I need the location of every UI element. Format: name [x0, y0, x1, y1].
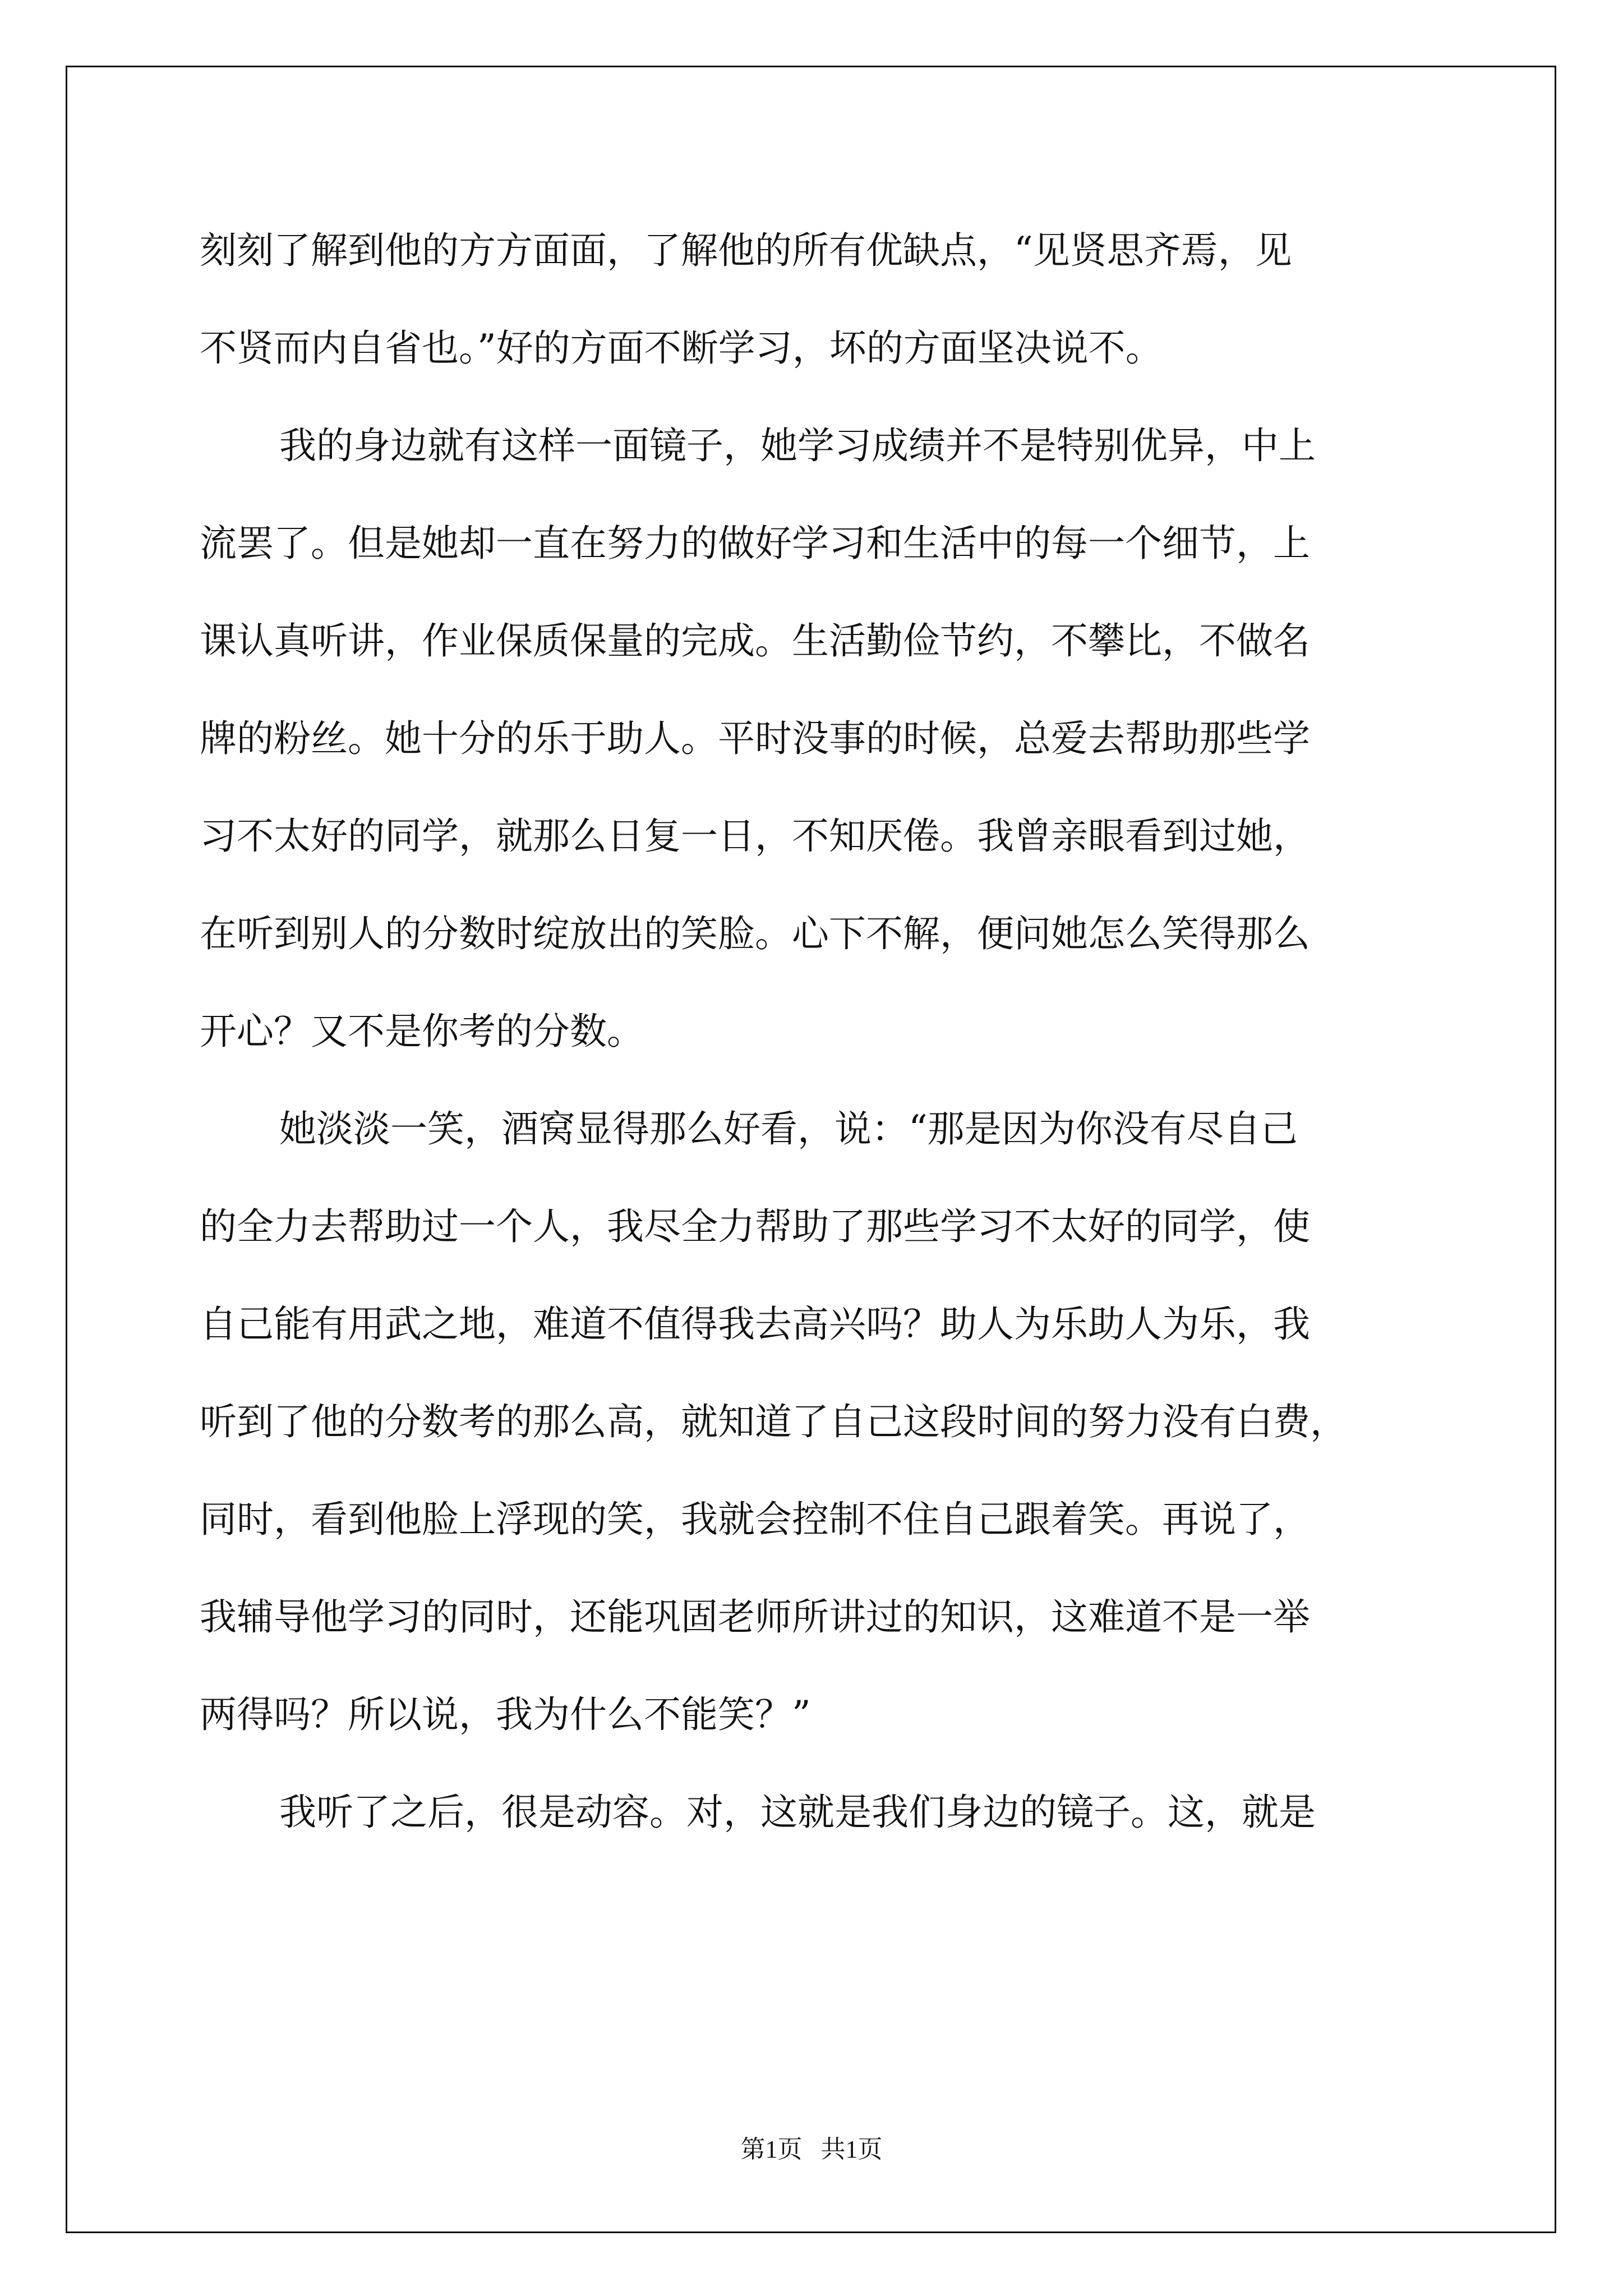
text-line: 的全力去帮助过一个人，我尽全力帮助了那些学习不太好的同学，使 — [200, 1205, 1310, 1248]
text-line: 刻刻了解到他的方方面面，了解他的所有优缺点，“见贤思齐焉，见 — [200, 229, 1292, 272]
text-line: 课认真听讲，作业保质保量的完成。生活勤俭节约，不攀比，不做名 — [200, 619, 1310, 662]
document-body — [200, 202, 1433, 1861]
text-line: 两得吗？所以说，我为什么不能笑？” — [200, 1693, 811, 1736]
paragraph-start-line: 我的身边就有这样一面镜子，她学习成绩并不是特别优异，中上 — [279, 424, 1316, 467]
text-line: 不贤而内自省也。”好的方面不断学习，坏的方面坚决说不。 — [200, 326, 1163, 370]
text-line: 流罢了。但是她却一直在努力的做好学习和生活中的每一个细节，上 — [200, 522, 1310, 565]
page-number-footer: 第1页 共1页 — [740, 2136, 883, 2163]
text-line: 我辅导他学习的同时，还能巩固老师所讲过的知识，这难道不是一举 — [200, 1595, 1310, 1639]
text-line: 在听到别人的分数时绽放出的笑脸。心下不解，便问她怎么笑得那么 — [200, 912, 1310, 955]
text-line: 开心？又不是你考的分数。 — [200, 1010, 644, 1053]
text-line: 自己能有用武之地，难道不值得我去高兴吗？助人为乐助人为乐，我 — [200, 1303, 1310, 1346]
text-line: 同时，看到他脸上浮现的笑，我就会控制不住自己跟着笑。再说了， — [200, 1498, 1310, 1541]
text-line: 牌的粉丝。她十分的乐于助人。平时没事的时候，总爱去帮助那些学 — [200, 717, 1310, 760]
paragraph-start-line: 我听了之后，很是动容。对，这就是我们身边的镜子。这，就是 — [279, 1791, 1316, 1834]
paragraph-start-line: 她淡淡一笑，酒窝显得那么好看，说：“那是因为你没有尽自己 — [279, 1107, 1298, 1151]
text-line: 习不太好的同学，就那么日复一日，不知厌倦。我曾亲眼看到过她， — [200, 815, 1310, 858]
text-line: 听到了他的分数考的那么高，就知道了自己这段时间的努力没有白费， — [200, 1400, 1347, 1443]
